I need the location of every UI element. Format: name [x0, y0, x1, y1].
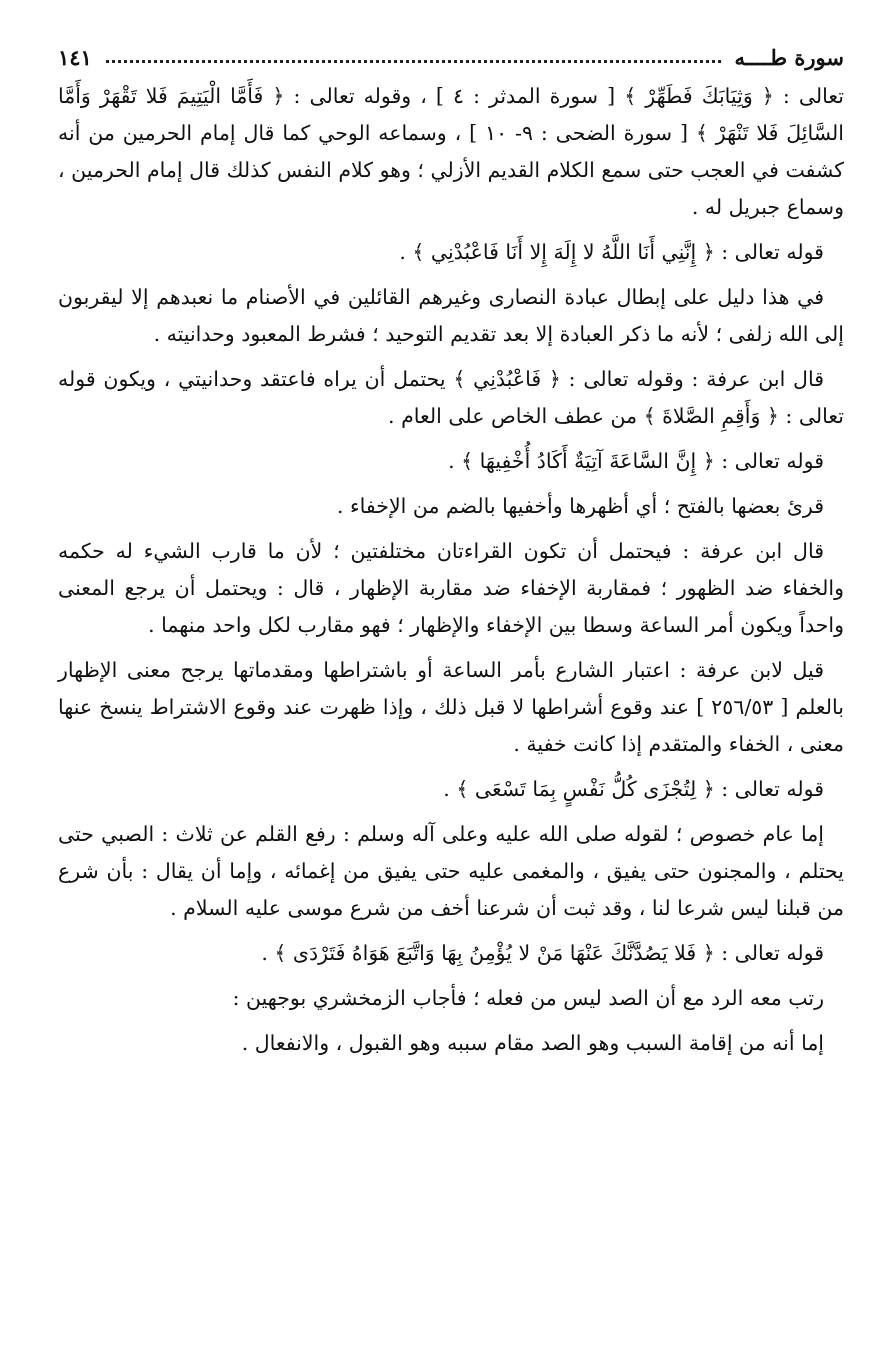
verse-heading-1: قوله تعالى : ﴿ إِنَّنِي أَنَا اللَّهُ لا إِلَهَ إِلا أَنَا فَاعْبُدْنِي ﴾ .: [399, 240, 824, 264]
page-header: [58, 40, 844, 74]
verse-heading-3: قوله تعالى : ﴿ لِتُجْزَى كُلُّ نَفْسٍ بِمَا تَسْعَى ﴾ .: [443, 777, 824, 801]
paragraph-9: إما أنه من إقامة السبب وهو الصد مقام سببه وهو القبول ، والانفعال .: [241, 1031, 824, 1055]
page-number: ١٤١: [58, 44, 92, 70]
paragraph-2: في هذا دليل على إبطال عبادة النصارى وغيرهم القائلين في الأصنام ما نعبدهم إلا ليقربون إلى الله زلفى ؛ لأنه ما ذكر العبادة إلا بعد تقديم التوحيد ؛ فشرط المعبود وحدانيته .: [58, 285, 844, 346]
running-title: سورة طــــه: [734, 44, 844, 70]
paragraph-1: تعالى : ﴿ وَثِيَابَكَ فَطَهِّرْ ﴾ [ سورة المدثر : ٤ ] ، وقوله تعالى : ﴿ فَأَمَّا الْيَتِيمَ فَلا تَقْهَرْ وَأَمَّا السَّائِلَ فَلا تَنْهَرْ ﴾ [ سورة الضحى : ٩- ١٠ ] ، وسماعه الوحي كما قال إمام الحرمين من أنه كشفت في العجب حتى سمع الكلام القديم الأزلي ؛ وهو كلام النفس كذلك قال إمام الحرمين ، وسماع جبريل له .: [58, 84, 844, 219]
paragraph-3: قال ابن عرفة : وقوله تعالى : ﴿ فَاعْبُدْنِي ﴾ يحتمل أن يراه فاعتقد وحدانيتي ، ويكون قوله تعالى : ﴿ وَأَقِمِ الصَّلاةَ ﴾ من عطف الخاص على العام .: [58, 367, 844, 428]
verse-heading-2: قوله تعالى : ﴿ إِنَّ السَّاعَةَ آتِيَةٌ أَكَادُ أُخْفِيهَا ﴾ .: [448, 449, 824, 473]
paragraph-6: قيل لابن عرفة : اعتبار الشارع بأمر الساعة أو باشتراطها ومقدماتها يرجح معنى الإظهار بالعلم [ ٢٥٦/٥٣ ] عند وقوع أشراطها لا قبل ذلك ، وإذا ظهرت عند وقوع الاشتراط ينسخ عنها معنى ، الخفاء والمتقدم إذا كانت خفية .: [58, 658, 844, 756]
paragraph-7: إما عام خصوص ؛ لقوله صلى الله عليه وعلى آله وسلم : رفع القلم عن ثلاث : الصبي حتى يحتلم ، والمجنون حتى يفيق ، والمغمى عليه حتى يفيق من إغمائه ، وإما أن يقال : بأن شرع من قبلنا ليس شرعا لنا ، وقد ثبت أن شرعنا أخف من شرع موسى عليه السلام .: [58, 822, 844, 920]
verse-heading-4: قوله تعالى : ﴿ فَلا يَصُدَّنَّكَ عَنْهَا مَنْ لا يُؤْمِنُ بِهَا وَاتَّبَعَ هَوَاهُ فَتَرْدَى ﴾ .: [261, 941, 824, 965]
paragraph-8: رتب معه الرد مع أن الصد ليس من فعله ؛ فأجاب الزمخشري بوجهين :: [232, 986, 824, 1010]
paragraph-4: قرئ بعضها بالفتح ؛ أي أظهرها وأخفيها بالضم من الإخفاء .: [336, 494, 824, 518]
paragraph-5: قال ابن عرفة : فيحتمل أن تكون القراءتان مختلفتين ؛ لأن ما قارب الشيء له حكمه والخفاء ضد الظهور ؛ فمقاربة الإخفاء ضد مقاربة الإظهار ، قال : ويحتمل أن يرجع المعنى واحداً ويكون أمر الساعة وسطا بين الإخفاء والإظهار ؛ فهو مقارب لكل واحد منهما .: [58, 539, 844, 637]
book-page: [58, 40, 844, 1062]
header-dotted-leader: [106, 60, 721, 63]
